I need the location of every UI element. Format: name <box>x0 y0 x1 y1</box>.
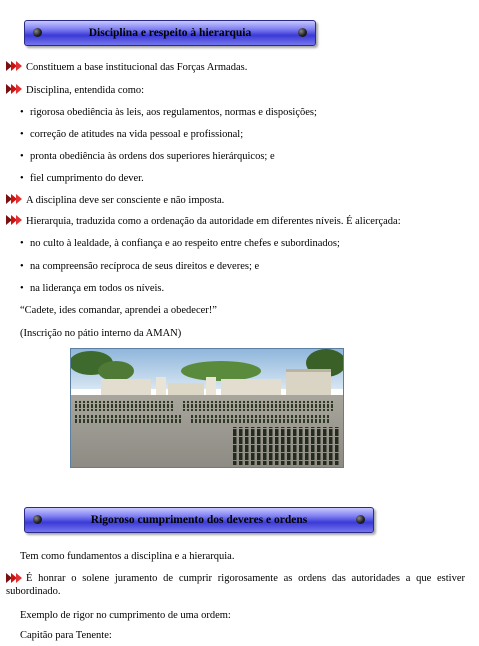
text-line: A disciplina deve ser consciente e não imposta. <box>26 195 225 206</box>
bullet-item <box>20 283 465 294</box>
text-line: Disciplina, entendida como: <box>26 85 145 96</box>
red-double-arrow-icon <box>6 193 25 205</box>
text-line: Capitão para Tenente: <box>20 630 112 641</box>
bullet-item <box>20 173 465 184</box>
section-banner-discipline <box>24 20 316 46</box>
bullet-text: pronta obediência às ordens dos superiores hierárquicos; e <box>30 151 275 162</box>
banner-left-dot-icon <box>33 28 42 37</box>
banner-right-dot-icon <box>356 515 365 524</box>
bullet-icon: • <box>20 283 24 294</box>
bullet-icon: • <box>20 129 24 140</box>
bullet-icon: • <box>20 107 24 118</box>
paragraph-text: É honrar o solene juramento de cumprir rigorosamente as ordens das autoridades a que estiver subordinado. <box>6 573 465 597</box>
section-title: Disciplina e respeito à hierarquia <box>88 27 252 39</box>
bullet-icon: • <box>20 151 24 162</box>
bullet-text: correção de atitudes na vida pessoal e profissional; <box>30 129 244 140</box>
bullet-text: na compreensão recíproca de seus direitos e deveres; e <box>30 261 260 272</box>
text-line: Hierarquia, traduzida como a ordenação da autoridade em diferentes níveis. É alicerçada: <box>26 216 401 227</box>
red-double-arrow-icon <box>6 83 25 95</box>
text-paragraph <box>6 573 465 598</box>
bullet-item <box>20 151 465 162</box>
bullet-item <box>20 261 465 272</box>
section-title: Rigoroso cumprimento dos deveres e ordens <box>90 514 308 526</box>
red-double-arrow-icon <box>6 60 25 72</box>
section-banner-duties <box>24 507 374 533</box>
bullet-icon: • <box>20 173 24 184</box>
bullet-text: no culto à lealdade, à confiança e ao respeito entre chefes e subordinados; <box>30 238 340 249</box>
quote-text: “Cadete, ides comandar, aprendei a obedecer!” <box>20 305 217 316</box>
bullet-text: fiel cumprimento do dever. <box>30 173 144 184</box>
text-line: Tem como fundamentos a disciplina e a hierarquia. <box>20 551 235 562</box>
banner-left-dot-icon <box>33 515 42 524</box>
bullet-text: na liderança em todos os níveis. <box>30 283 165 294</box>
bullet-item <box>20 107 465 118</box>
aman-parade-photo <box>70 348 344 468</box>
quote-source: (Inscrição no pátio interno da AMAN) <box>20 328 182 339</box>
text-line: Exemplo de rigor no cumprimento de uma ordem: <box>20 610 231 621</box>
red-double-arrow-icon <box>6 214 25 226</box>
bullet-text: rigorosa obediência às leis, aos regulamentos, normas e disposições; <box>30 107 317 118</box>
banner-right-dot-icon <box>298 28 307 37</box>
bullet-item <box>20 129 465 140</box>
bullet-icon: • <box>20 238 24 249</box>
bullet-icon: • <box>20 261 24 272</box>
bullet-item <box>20 238 465 249</box>
text-line: Constituem a base institucional das Forças Armadas. <box>26 62 248 73</box>
